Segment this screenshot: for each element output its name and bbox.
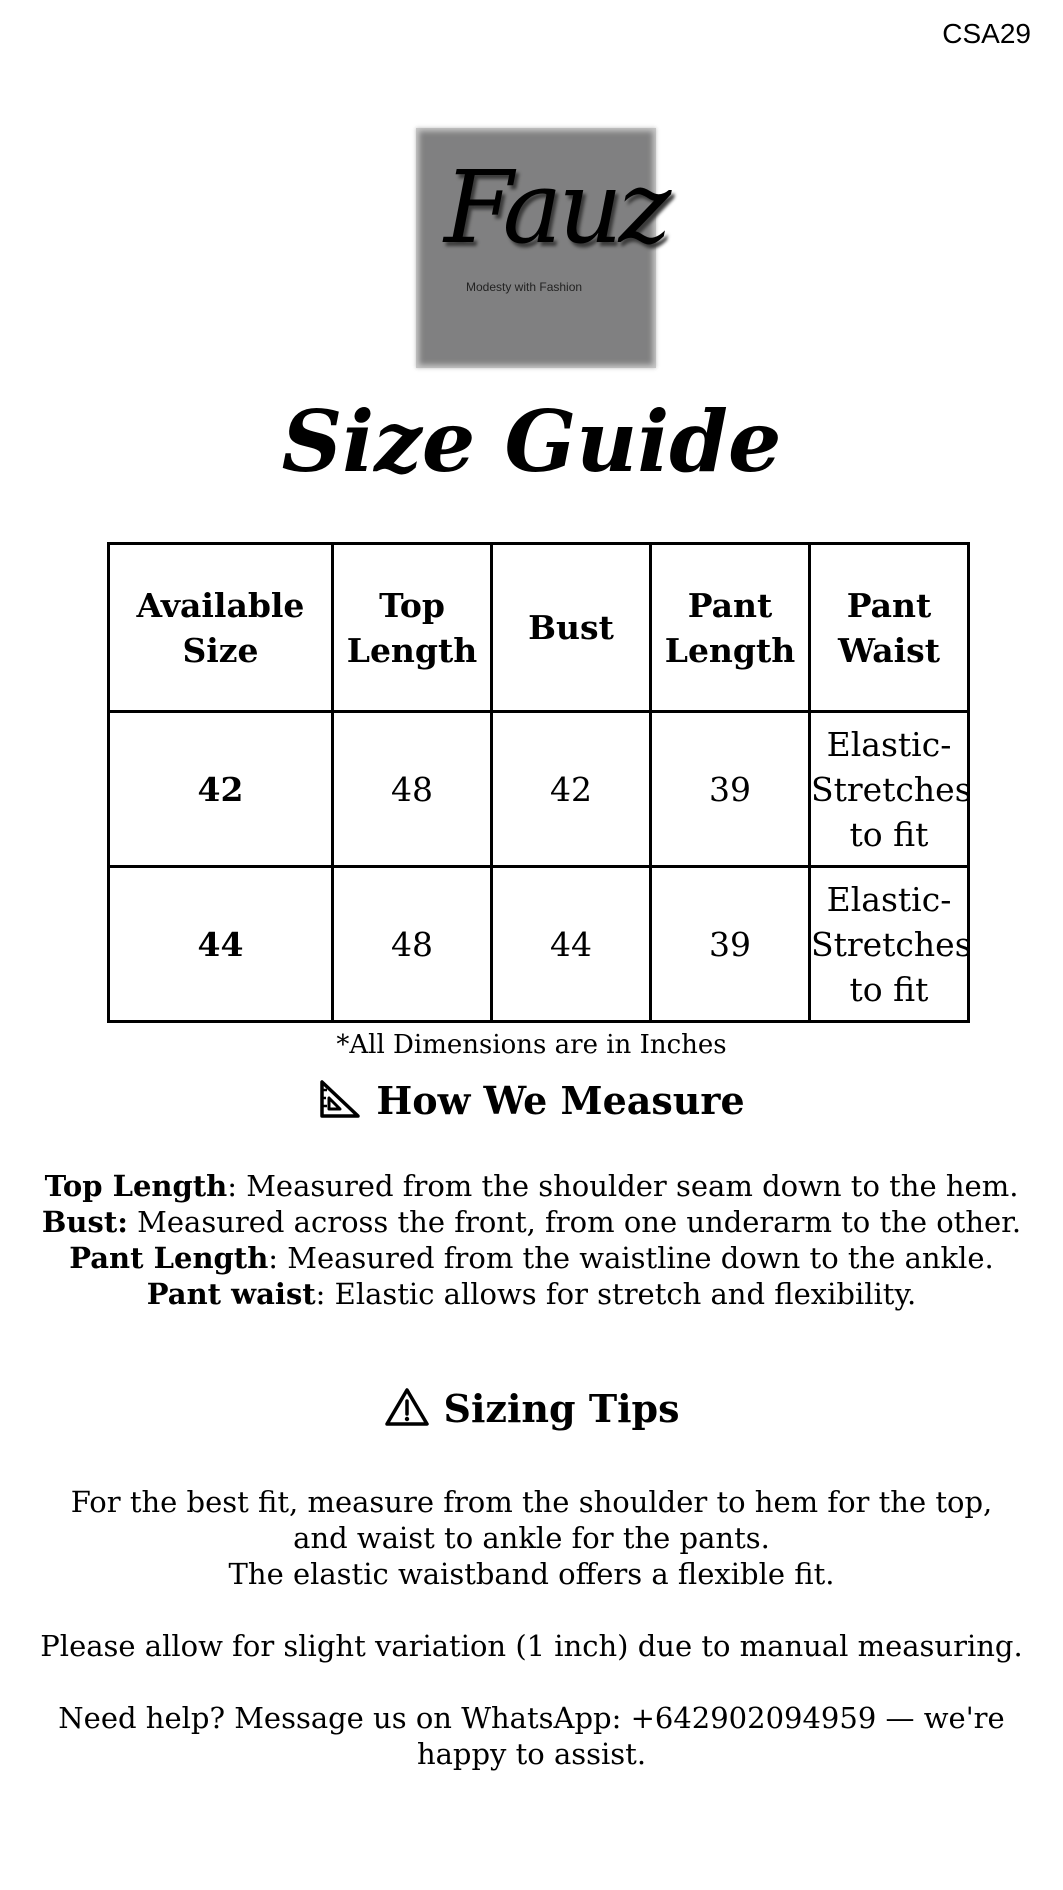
cell-pant-length: 39: [651, 712, 810, 867]
header-pant-length: Pant Length: [651, 544, 810, 712]
cell-top-length: 48: [333, 867, 492, 1022]
measure-term: Top Length: [44, 1169, 228, 1203]
cell-pant-waist: Elastic-Stretches to fit: [810, 712, 969, 867]
ruler-triangle-icon: [318, 1078, 362, 1120]
table-row: [109, 867, 969, 1022]
cell-size: 42: [109, 712, 333, 867]
measure-item: [0, 1204, 1063, 1240]
cell-bust: 42: [492, 712, 651, 867]
sizing-tips-heading: [0, 1386, 1063, 1431]
how-we-measure-title: How We Measure: [376, 1078, 745, 1123]
cell-pant-waist: Elastic-Stretches to fit: [810, 867, 969, 1022]
cell-pant-length: 39: [651, 867, 810, 1022]
how-we-measure-heading: [0, 1078, 1063, 1123]
measure-text: : Elastic allows for stretch and flexibility.: [315, 1277, 917, 1311]
cell-size: 44: [109, 867, 333, 1022]
logo-tagline: Modesty with Fashion: [466, 280, 583, 294]
measure-item: [0, 1240, 1063, 1276]
page-title: Size Guide: [281, 392, 782, 491]
header-pant-waist: Pant Waist: [810, 544, 969, 712]
measure-term: Pant waist: [146, 1277, 316, 1311]
measure-term: Bust:: [41, 1205, 128, 1239]
measure-item: [0, 1168, 1063, 1204]
sizing-tips-text: [40, 1484, 1023, 1772]
header-available-size: Available Size: [109, 544, 333, 712]
header-top-length: Top Length: [333, 544, 492, 712]
header-bust: Bust: [492, 544, 651, 712]
sizing-tips-title: Sizing Tips: [443, 1386, 680, 1431]
measure-list: [0, 1168, 1063, 1312]
measure-text: : Measured from the waistline down to the ankle.: [268, 1241, 994, 1275]
brand-logo: [416, 128, 668, 368]
tip-paragraph: For the best fit, measure from the shoulder to hem for the top, and waist to ankle for the pants.: [70, 1485, 993, 1555]
table-header-row: [109, 544, 969, 712]
measure-term: Pant Length: [69, 1241, 269, 1275]
product-code: CSA29: [942, 18, 1031, 49]
cell-top-length: 48: [333, 712, 492, 867]
dimensions-note: *All Dimensions are in Inches: [336, 1030, 727, 1060]
measure-text: Measured across the front, from one underarm to the other.: [127, 1205, 1022, 1239]
table-row: [109, 712, 969, 867]
cell-bust: 44: [492, 867, 651, 1022]
tip-paragraph: Please allow for slight variation (1 inch) due to manual measuring.: [40, 1629, 1023, 1663]
help-paragraph: Need help? Message us on WhatsApp: +642902094959 — we're happy to assist.: [58, 1701, 1005, 1771]
tip-paragraph: The elastic waistband offers a flexible fit.: [228, 1557, 835, 1591]
measure-text: : Measured from the shoulder seam down to the hem.: [227, 1169, 1019, 1203]
logo-wordmark: Fauz: [444, 149, 668, 266]
size-table: [107, 542, 970, 1023]
measure-item: [0, 1276, 1063, 1312]
warning-icon: [384, 1386, 430, 1428]
